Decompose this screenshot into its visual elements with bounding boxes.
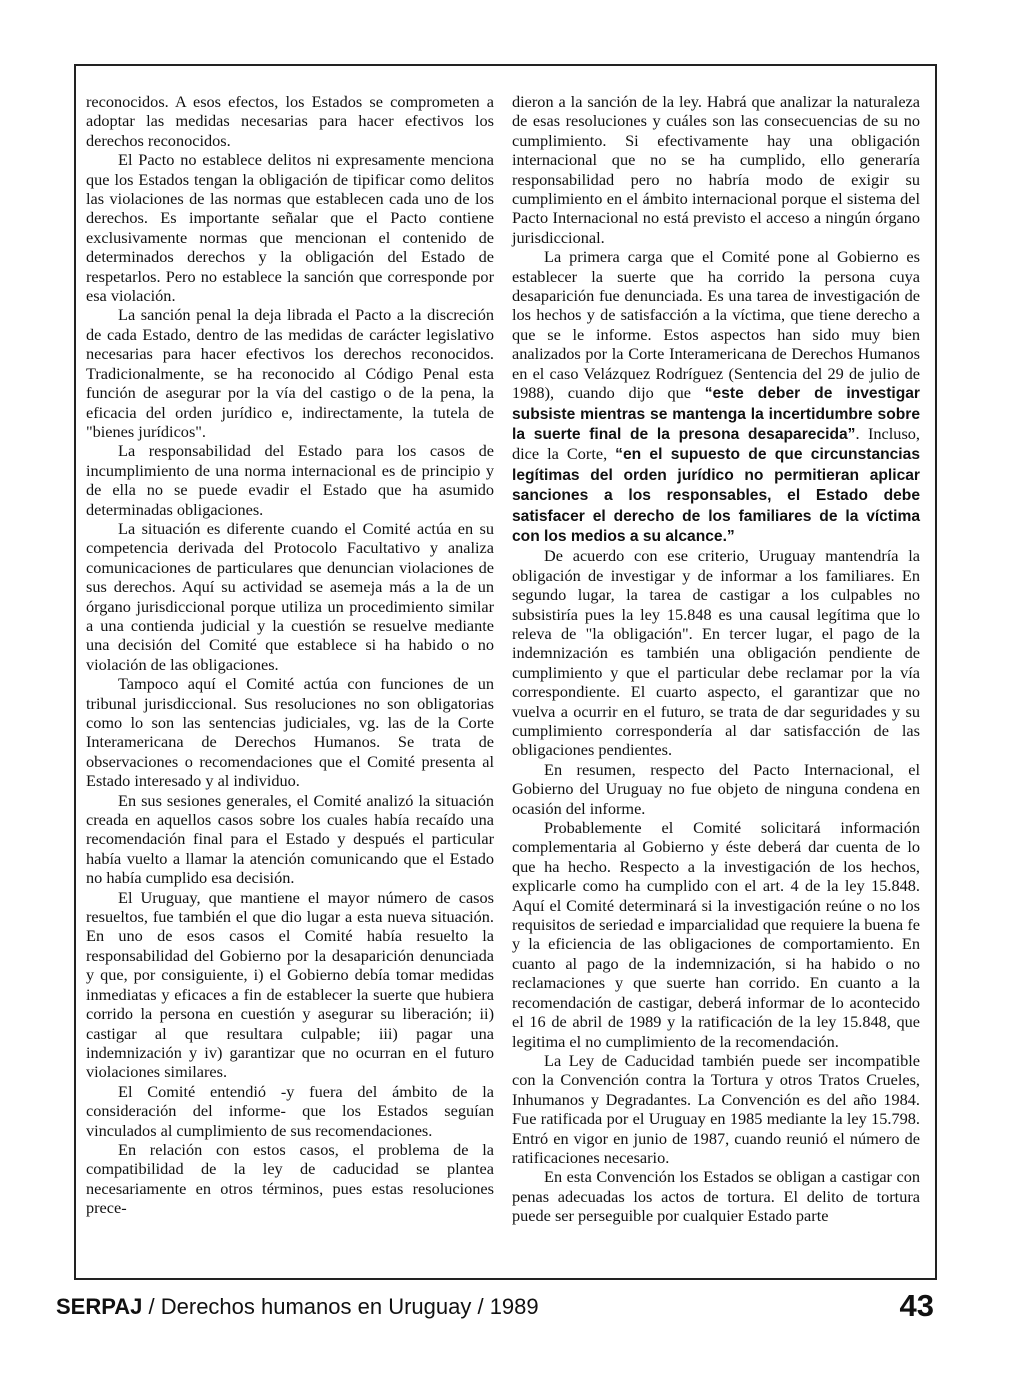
paragraph: De acuerdo con ese criterio, Uruguay mantendría la obligación de investigar y de informar a los familiares. En segundo lugar, la tarea de castigar a los culpables no subsistiría pues la ley 15.848 es una causal legítima que lo releva de "la obligación". En tercer lugar, el pago de la indemnización es también una obligación pendiente de cumplimiento y que el particular debe reclamar por la vía correspondiente. El cuarto aspecto, el garantizar que no vuelva a ocurrir en el futuro, se trata de dar seguridades y su cumplimiento correspondería al dar satisfacción de las obligaciones pendientes.: [512, 546, 920, 760]
paragraph: En resumen, respecto del Pacto Internacional, el Gobierno del Uruguay no fue objeto de ninguna condena en ocasión del informe.: [512, 759, 920, 818]
paragraph: En sus sesiones generales, el Comité analizó la situación creada en aquellos casos sobre los cuales había recaído una recomendación final para el Estado y después el particular había vuelto a llamar la atención comunicando que el Estado no había cumplido esa decisión.: [86, 790, 494, 888]
publication-title: / Derechos humanos en Uruguay / 1989: [142, 1294, 539, 1319]
paragraph: La situación es diferente cuando el Comité actúa en su competencia derivada del Protocolo Facultativo y analiza comunicaciones de particulares que denuncian violaciones de sus derechos. Aquí su actividad se asemeja más a la de un órgano jurisdiccional porque utiliza un procedimiento similar a una contienda judicial y la cuestión se resuelve mediante una decisión del Comité que establece si ha habido o no violación de las obligaciones.: [86, 518, 494, 674]
paragraph: La sanción penal la deja librada el Pacto a la discreción de cada Estado, dentro de las medidas de carácter legislativo necesarias para hacer efectivos los derechos reconocidos. Tradicionalmente, se ha reconocido al Código Penal esta función de asegurar por la vía del castigo o de la pena, la eficacia del orden jurídico e, indirectamente, la tutela de "bienes jurídicos".: [86, 305, 494, 441]
paragraph: El Pacto no establece delitos ni expresamente menciona que los Estados tengan la obligación de tipificar como delitos las violaciones de las normas que establecen cada uno de los derechos. Es importante señalar que el Pacto contiene exclusivamente normas que mencionan el contenido de determinados derechos y la obligación del Estado de respetarlos. Pero no establece la sanción que corresponde por esa violación.: [86, 150, 494, 306]
paragraph: reconocidos. A esos efectos, los Estados se comprometen a adoptar las medidas necesarias para hacer efectivos los derechos reconocidos.: [86, 92, 494, 150]
paragraph: En relación con estos casos, el problema de la compatibilidad de la ley de caducidad se plantea necesariamente en otros términos, pues estas resoluciones prece-: [86, 1139, 494, 1218]
page-number: 43: [899, 1288, 934, 1323]
paragraph-text: . Incluso, dice la Corte,: [512, 423, 920, 464]
paragraph: La Ley de Caducidad también puede ser incompatible con la Convención contra la Tortura y otros Tratos Crueles, Inhumanos y Degradantes. La Convención es del año 1984. Fue ratificada por el Uruguay en 1985 mediante la ley 15.798. Entró en vigor en junio de 1987, cuando reunió el número de ratificaciones necesario.: [512, 1050, 920, 1167]
paragraph: dieron a la sanción de la ley. Habrá que analizar la naturaleza de esas resoluciones y cuáles son las consecuencias de su no cumplimiento. Si efectivamente hay una obligación internacional que no se ha cumplido, ello generaría responsabilidad pero no habría modo de exigir su cumplimiento en el ámbito internacional porque el sistema del Pacto Internacional no está previsto el acceso a ningún órgano jurisdiccional.: [512, 92, 920, 247]
paragraph: Tampoco aquí el Comité actúa con funciones de un tribunal jurisdiccional. Sus resoluciones no son obligatorias como lo son las sentencias judiciales, vg. las de la Corte Interamericana de Derechos Humanos. Se trata de observaciones o recomendaciones que el Comité presenta al Estado interesado y al individuo.: [86, 674, 494, 791]
left-column: [86, 92, 494, 1218]
publisher-name: SERPAJ: [56, 1294, 143, 1319]
paragraph: [512, 247, 920, 546]
court-quote-2: “en el supuesto de que circunstancias legítimas del orden jurídico no permitieran aplicar sanciones a los responsables, el Estado debe satisfacer el derecho de los familiares de la víctima con los medios a su alcance.”: [512, 446, 920, 545]
paragraph-text: La primera carga que el Comité pone al Gobierno es establecer la suerte que ha corrido la persona cuya desaparición fue denunciada. Es una tarea de investigación de los hechos y de satisfacción a la víctima, que tiene derecho a que se le informe. Estos aspectos han sido muy bien analizados por la Corte Interamericana de Derechos Humanos en el caso Velázquez Rodríguez (Sentencia del 29 de julio de 1988), cuando dijo que: [512, 247, 920, 403]
court-quote-1: “este deber de investigar subsiste mientras se mantenga la incertidumbre sobre la suerte final de la presona desaparecida”: [512, 385, 920, 443]
right-column: [512, 92, 920, 1226]
paragraph: Probablemente el Comité solicitará información complementaria al Gobierno y éste deberá dar cuenta de lo que ha hecho. Respecto a la investigación de los hechos, explicarle como ha cumplido con el art. 4 de la ley 15.848. Aquí el Comité determinará si la investigación reúne o no los requisitos de seriedad e imparcialidad que requiere la buena fe y la eficiencia de las obligaciones de comportamiento. En cuanto al pago de la indemnización, si ha habido o no reclamaciones y que suerte han corrido. En cuanto a la recomendación de castigar, deberá informar de lo acontecido el 16 de abril de 1989 y la ratificación de la ley 15.848, que legitima el no cumplimiento de la recomendación.: [512, 818, 920, 1051]
paragraph: La responsabilidad del Estado para los casos de incumplimiento de una norma internacional es de principio y de ella no se puede evadir el Estado que ha asumido determinadas obligaciones.: [86, 441, 494, 519]
running-footer: [56, 1294, 539, 1320]
paragraph: El Comité entendió -y fuera del ámbito de la consideración del informe- que los Estados seguían vinculados al cumplimiento de sus recomendaciones.: [86, 1081, 494, 1140]
paragraph: En esta Convención los Estados se obligan a castigar con penas adecuadas los actos de tortura. El delito de tortura puede ser perseguible por cualquier Estado parte: [512, 1167, 920, 1226]
paragraph: El Uruguay, que mantiene el mayor número de casos resueltos, fue también el que dio lugar a esta nueva situación. En uno de esos casos el Comité había resuelto la responsabilidad del Gobierno por la desaparición denunciada y que, por consiguiente, i) el Gobierno debía tomar medidas inmediatas y eficaces a fin de establecer la suerte que hubiera corrido la persona en cuestión y asegurar su liberación; ii) castigar al que resultara culpable; iii) pagar una indemnización y iv) garantizar que no ocurran en el futuro violaciones similares.: [86, 887, 494, 1082]
